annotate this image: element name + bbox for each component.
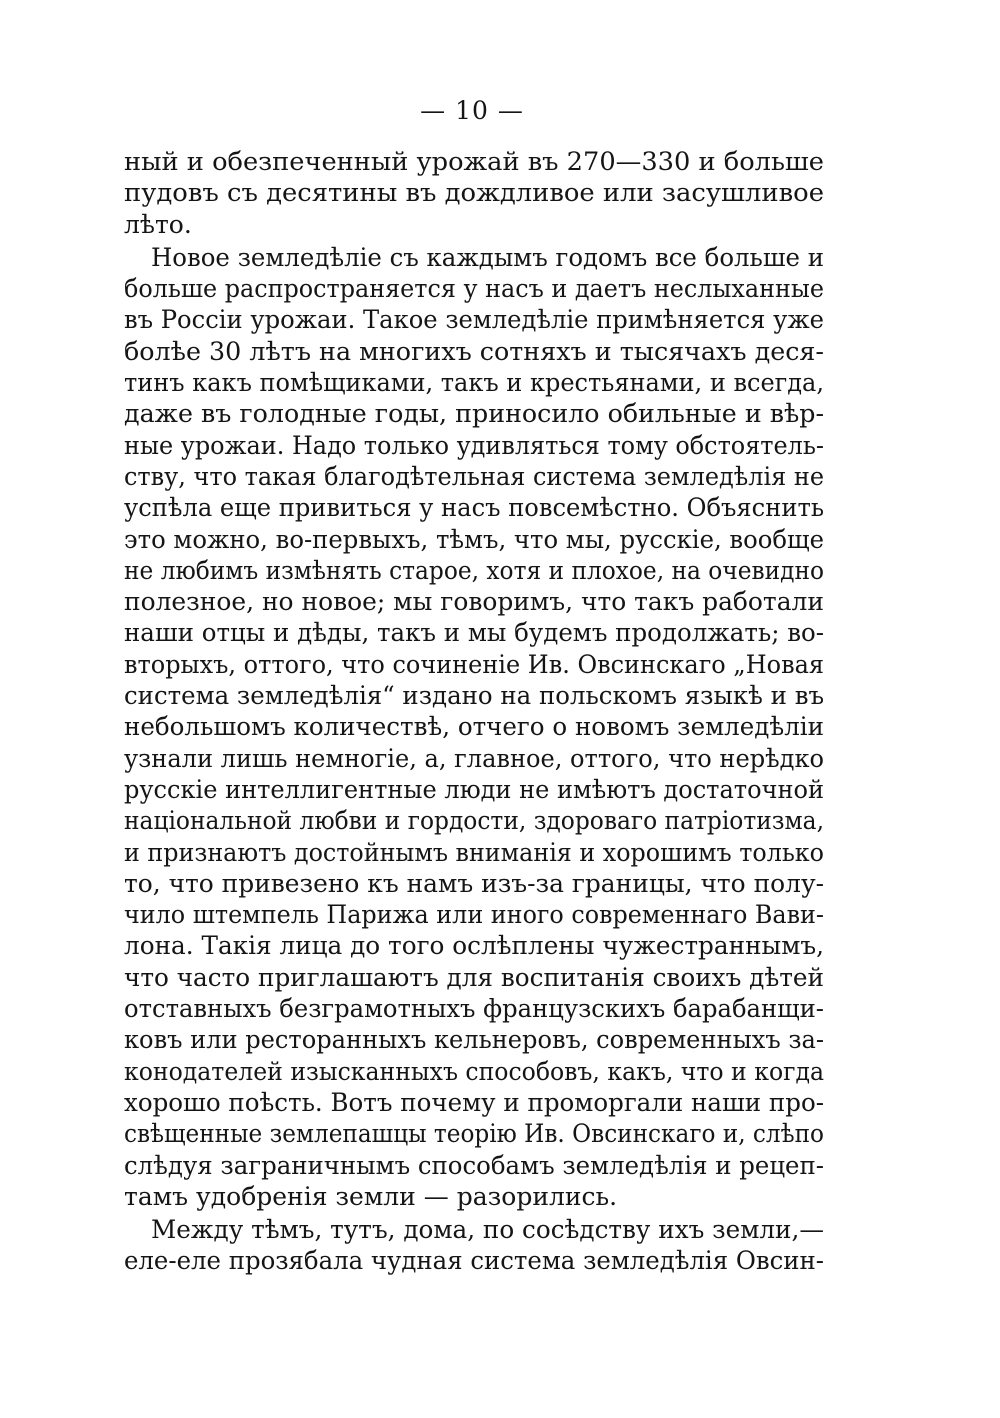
text-line [124, 398, 824, 429]
text-line [124, 1056, 824, 1087]
text-line [124, 1181, 824, 1212]
text-line-content: полезное, но новое; мы говоримъ, что такъ работали [124, 587, 824, 617]
text-line-content: лона. Такія лица до того ослѣплены чужестраннымъ, [124, 931, 824, 961]
text-line-content: и признаютъ достойнымъ вниманія и хорошимъ только [124, 837, 824, 867]
text-line-content: болѣе 30 лѣтъ на многихъ сотняхъ и тысячахъ деся- [124, 336, 824, 366]
text-line [124, 649, 824, 680]
page-number: — 10 — [420, 96, 524, 125]
text-line [124, 177, 824, 208]
text-line [124, 617, 824, 648]
body-text [124, 146, 824, 1279]
text-line [124, 146, 824, 177]
text-line [124, 242, 824, 273]
paragraph [124, 242, 824, 1212]
text-line-content: въ Россіи урожаи. Такое земледѣліе примѣняется уже [124, 305, 824, 335]
text-line [124, 1245, 824, 1276]
text-line [124, 711, 824, 742]
text-line [124, 273, 824, 304]
text-line-content: ковъ или ресторанныхъ кельнеровъ, современныхъ за- [124, 1025, 824, 1055]
text-line [124, 743, 824, 774]
text-line-content: Между тѣмъ, тутъ, дома, по сосѣдству ихъ земли,— [151, 1215, 824, 1245]
text-line [124, 930, 824, 961]
text-line-content: что часто приглашаютъ для воспитанія своихъ дѣтей [124, 962, 824, 992]
text-line-content: ный и обезпеченный урожай въ 270—330 и больше [124, 147, 824, 176]
text-line [124, 774, 824, 805]
text-line [124, 993, 824, 1024]
text-line [124, 899, 824, 930]
text-line-content: система земледѣлія“ издано на польскомъ языкѣ и въ [124, 681, 824, 711]
text-line-content: вторыхъ, оттого, что сочиненіе Ив. Овсинскаго „Новая [124, 649, 824, 679]
text-line [124, 805, 824, 836]
text-line-content: небольшомъ количествѣ, отчего о новомъ земледѣліи [124, 712, 824, 742]
text-line-content: то, что привезено къ намъ изъ-за границы, что полу- [124, 868, 824, 898]
text-line-content: больше распространяется у насъ и даетъ неслыханные [124, 274, 824, 304]
text-line-content: успѣла еще привиться у насъ повсемѣстно. Объяснить [124, 493, 824, 523]
text-line-content: тамъ удобренія земли — разорились. [124, 1181, 618, 1211]
text-line [124, 1214, 824, 1245]
text-line [124, 492, 824, 523]
text-line [124, 367, 824, 398]
text-line [124, 430, 824, 461]
text-line-content: русскіе интеллигентные люди не имѣютъ достаточной [124, 774, 824, 804]
text-line [124, 837, 824, 868]
text-line [124, 555, 824, 586]
text-line [124, 304, 824, 335]
text-line-content: чило штемпель Парижа или иного современнаго Вави- [124, 900, 824, 930]
text-line [124, 1118, 824, 1149]
text-line-content: свѣщенные землепашцы теорію Ив. Овсинскаго и, слѣпо [124, 1119, 824, 1149]
text-line-content: лѣто. [124, 209, 192, 239]
text-line-content: узнали лишь немногіе, а, главное, оттого, что нерѣдко [124, 743, 824, 773]
text-line-content: это можно, во-первыхъ, тѣмъ, что мы, русскіе, вообще [124, 524, 824, 554]
text-line-content: ству, что такая благодѣтельная система земледѣлія не [124, 461, 824, 491]
text-line-content: еле-еле прозябала чудная система земледѣлія Овсин- [124, 1246, 824, 1276]
text-line [124, 586, 824, 617]
paragraph [124, 1214, 824, 1277]
text-line [124, 461, 824, 492]
text-line [124, 962, 824, 993]
text-line-content: хорошо поѣсть. Вотъ почему и проморгали наши про- [124, 1087, 824, 1117]
text-line [124, 1087, 824, 1118]
text-line [124, 1150, 824, 1181]
paragraph [124, 146, 824, 240]
text-line-content: національной любви и гордости, здороваго патріотизма, [124, 806, 824, 836]
text-line-content: тинъ какъ помѣщиками, такъ и крестьянами, и всегда, [124, 368, 824, 398]
text-line-content: Новое земледѣліе съ каждымъ годомъ все больше и [151, 242, 824, 272]
text-line-content: отставныхъ безграмотныхъ французскихъ барабанщи- [124, 994, 824, 1024]
text-line-content: слѣдуя заграничнымъ способамъ земледѣлія и рецеп- [124, 1150, 824, 1180]
text-line-content: пудовъ съ десятины въ дождливое или засушливое [124, 178, 824, 208]
text-line-content: конодателей изысканныхъ способовъ, какъ, что и когда [124, 1056, 824, 1086]
text-line [124, 868, 824, 899]
text-line-content: ные урожаи. Надо только удивляться тому обстоятель- [124, 430, 824, 460]
text-line [124, 209, 824, 240]
text-line [124, 524, 824, 555]
text-line [124, 336, 824, 367]
text-line [124, 1024, 824, 1055]
text-line-content: даже въ голодные годы, приносило обильные и вѣр- [124, 399, 824, 429]
text-line [124, 680, 824, 711]
text-line-content: не любимъ измѣнять старое, хотя и плохое, на очевидно [124, 555, 824, 585]
text-line-content: наши отцы и дѣды, такъ и мы будемъ продолжать; во- [124, 618, 824, 648]
